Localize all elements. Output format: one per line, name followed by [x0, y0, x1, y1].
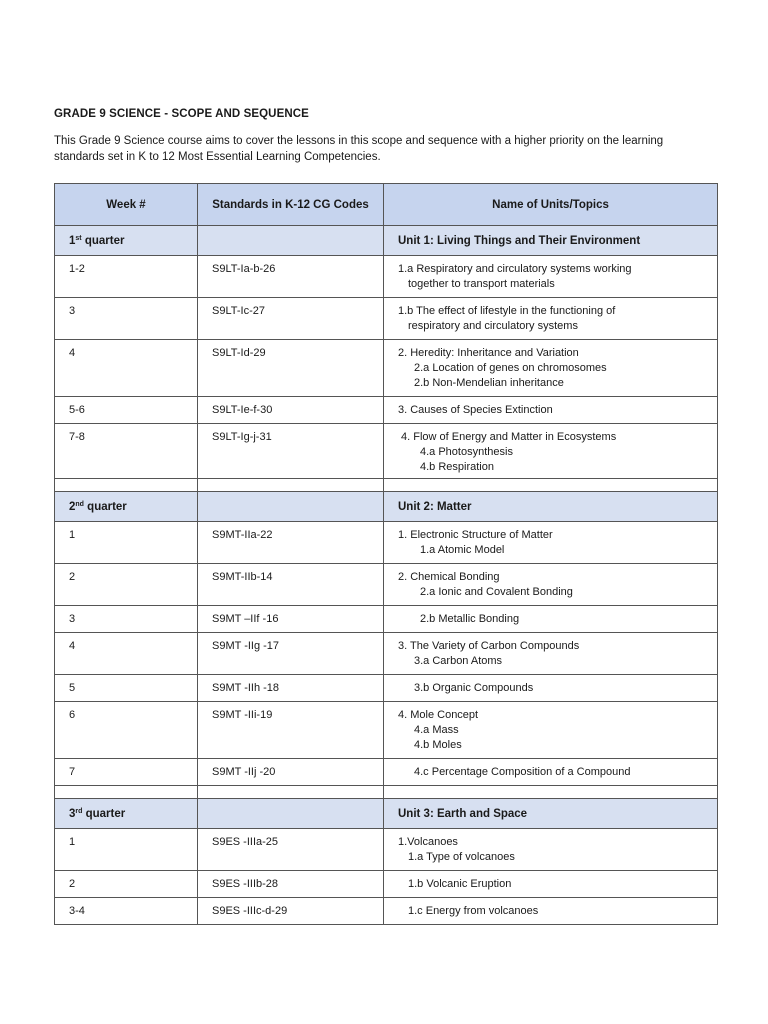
- quarter-code-empty: [198, 799, 384, 829]
- quarter-label: 3rd quarter: [55, 799, 198, 829]
- code-cell: S9MT -IIg -17: [212, 640, 280, 652]
- quarter-row-1: [55, 226, 718, 256]
- topic-cell: 1.Volcanoes 1.a Type of volcanoes: [398, 836, 515, 863]
- header-week: Week #: [55, 184, 198, 226]
- code-cell: S9MT-IIa-22: [212, 529, 273, 541]
- quarter-label: 2nd quarter: [55, 492, 198, 522]
- table-row: [55, 898, 718, 925]
- quarter-code-empty: [198, 492, 384, 522]
- topic-cell: 2. Chemical Bonding 2.a Ionic and Covalent Bonding: [398, 571, 573, 598]
- quarter-row-2: [55, 492, 718, 522]
- quarter-label: 1st quarter: [55, 226, 198, 256]
- scope-sequence-table: [54, 183, 718, 925]
- table-row: [55, 522, 718, 564]
- header-units: Name of Units/Topics: [384, 184, 718, 226]
- topic-cell: 1.c Energy from volcanoes: [408, 905, 539, 917]
- week-cell: 2: [69, 571, 76, 583]
- topic-cell: 1.a Respiratory and circulatory systems working together to transport materials: [398, 263, 632, 290]
- unit-title: Unit 1: Living Things and Their Environment: [384, 226, 718, 256]
- intro-paragraph: This Grade 9 Science course aims to cover the lessons in this scope and sequence with a higher priority on the learning standards set in K to 12 Most Essential Learning Competencies.: [54, 135, 664, 163]
- week-cell: 3: [69, 305, 76, 317]
- table-row: [55, 564, 718, 606]
- code-cell: S9LT-Ia-b-26: [212, 263, 276, 275]
- topic-cell: 1.b The effect of lifestyle in the functioning of respiratory and circulatory systems: [398, 305, 616, 332]
- code-cell: S9MT -IIj -20: [212, 766, 276, 778]
- table-row: [55, 759, 718, 786]
- code-cell: S9MT -IIi-19: [212, 709, 273, 721]
- code-cell: S9MT -IIh -18: [212, 682, 280, 694]
- document-title: GRADE 9 SCIENCE - SCOPE AND SEQUENCE: [54, 108, 309, 120]
- quarter-row-3: [55, 799, 718, 829]
- topic-cell: 3. Causes of Species Extinction: [398, 404, 553, 416]
- week-cell: 2: [69, 878, 76, 890]
- header-codes: Standards in K-12 CG Codes: [198, 184, 384, 226]
- code-cell: S9LT-Id-29: [212, 347, 266, 359]
- topic-cell: 2.b Metallic Bonding: [420, 613, 520, 625]
- table-row: [55, 298, 718, 340]
- code-cell: S9MT-IIb-14: [212, 571, 273, 583]
- week-cell: 5: [69, 682, 76, 694]
- topic-cell: 4. Flow of Energy and Matter in Ecosystems 4.a Photosynthesis 4.b Respiration: [401, 431, 617, 473]
- topic-cell: 4.c Percentage Composition of a Compound: [414, 766, 631, 778]
- code-cell: S9ES -IIIb-28: [212, 878, 279, 890]
- week-cell: 7-8: [69, 431, 85, 443]
- week-cell: 5-6: [69, 404, 85, 416]
- table-row: [55, 606, 718, 633]
- code-cell: S9ES -IIIc-d-29: [212, 905, 288, 917]
- topic-cell: 3.b Organic Compounds: [414, 682, 534, 694]
- week-cell: 3: [69, 613, 76, 625]
- topic-cell: 3. The Variety of Carbon Compounds 3.a Carbon Atoms: [398, 640, 580, 667]
- week-cell: 3-4: [69, 905, 85, 917]
- week-cell: 6: [69, 709, 76, 721]
- code-cell: S9LT-Ie-f-30: [212, 404, 273, 416]
- week-cell: 4: [69, 640, 76, 652]
- unit-title: Unit 2: Matter: [384, 492, 718, 522]
- topic-cell: 1.b Volcanic Eruption: [408, 878, 512, 890]
- header-row: [55, 184, 718, 226]
- topic-cell: 2. Heredity: Inheritance and Variation 2.a Location of genes on chromosomes 2.b Non-Mendelian inheritance: [398, 347, 607, 389]
- table-row: [55, 702, 718, 759]
- table-row: [55, 340, 718, 397]
- table-row: [55, 633, 718, 675]
- week-cell: 1: [69, 529, 76, 541]
- quarter-code-empty: [198, 226, 384, 256]
- table-row: [55, 829, 718, 871]
- spacer-row: [55, 479, 718, 492]
- table-row: [55, 871, 718, 898]
- topic-cell: 1. Electronic Structure of Matter 1.a Atomic Model: [398, 529, 553, 556]
- table-row: [55, 397, 718, 424]
- week-cell: 1-2: [69, 263, 85, 275]
- table-row: [55, 675, 718, 702]
- code-cell: S9LT-Ic-27: [212, 305, 265, 317]
- code-cell: S9LT-Ig-j-31: [212, 431, 272, 443]
- unit-title: Unit 3: Earth and Space: [384, 799, 718, 829]
- code-cell: S9MT –IIf -16: [212, 613, 279, 625]
- week-cell: 1: [69, 836, 76, 848]
- week-cell: 7: [69, 766, 76, 778]
- code-cell: S9ES -IIIa-25: [212, 836, 279, 848]
- week-cell: 4: [69, 347, 76, 359]
- spacer-row: [55, 786, 718, 799]
- table-row: [55, 424, 718, 479]
- table-row: [55, 256, 718, 298]
- topic-cell: 4. Mole Concept 4.a Mass 4.b Moles: [398, 709, 479, 751]
